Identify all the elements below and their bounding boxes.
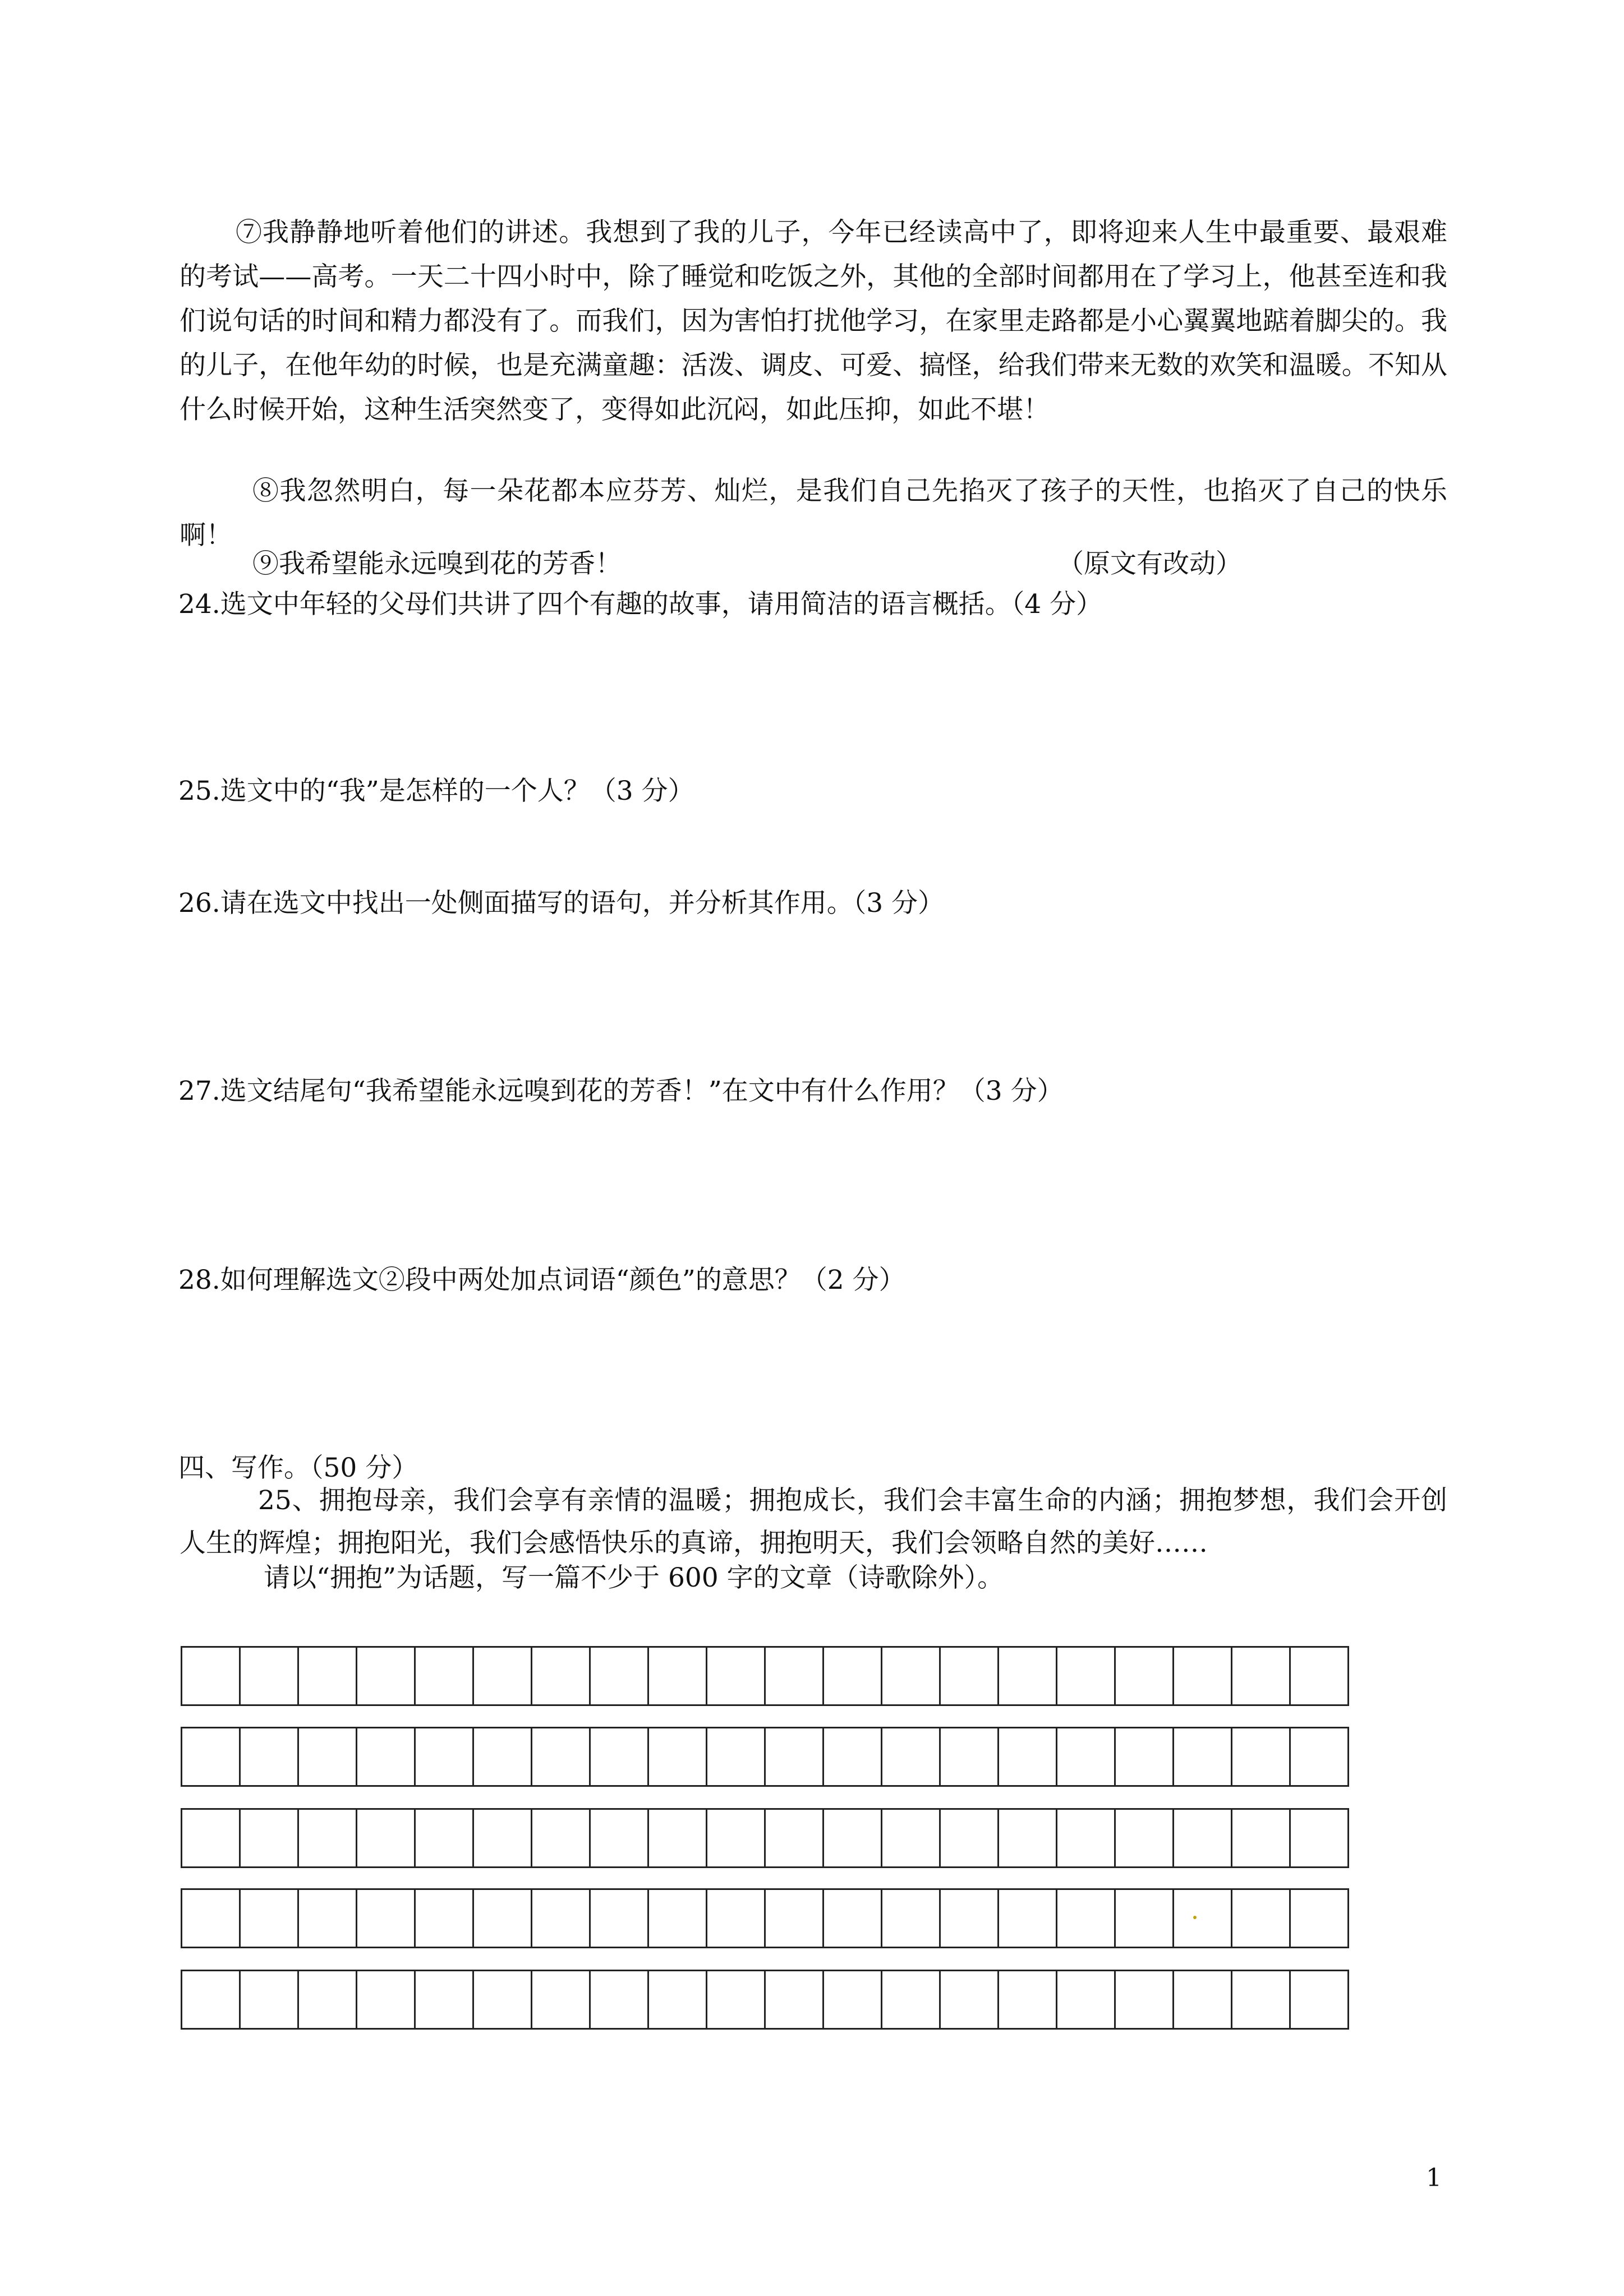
grid-cell[interactable] xyxy=(999,1809,1057,1868)
grid-cell[interactable] xyxy=(298,1647,357,1705)
grid-cell[interactable] xyxy=(357,1889,415,1948)
grid-cell[interactable] xyxy=(707,1971,765,2029)
grid-cell[interactable] xyxy=(1174,1728,1232,1786)
grid-cell[interactable] xyxy=(532,1971,590,2029)
grid-cell[interactable] xyxy=(532,1728,590,1786)
grid-cell[interactable] xyxy=(182,1728,240,1786)
grid-cell[interactable] xyxy=(240,1728,298,1786)
grid-cell[interactable] xyxy=(1115,1971,1174,2029)
paragraph-7-text: ⑦我静静地听着他们的讲述。我想到了我的儿子，今年已经读高中了，即将迎来人生中最重要、最艰难的考试——高考。一天二十四小时中，除了睡觉和吃饭之外，其他的全部时间都用在了学习上，他甚至连和我们说句话的时间和精力都没有了。而我们，因为害怕打扰他学习，在家里走路都是小心翼翼地踮着脚尖的。我的儿子，在他年幼的时候，也是充满童趣：活泼、调皮、可爱、搞怪，给我们带来无数的欢笑和温暖。不知从什么时候开始，这种生活突然变了，变得如此沉闷，如此压抑，如此不堪！ xyxy=(180,217,1447,425)
grid-cell[interactable] xyxy=(590,1889,648,1948)
grid-cell[interactable] xyxy=(1232,1809,1290,1868)
grid-cell[interactable] xyxy=(473,1809,532,1868)
grid-cell[interactable] xyxy=(1174,1809,1232,1868)
grid-cell[interactable] xyxy=(1115,1728,1174,1786)
grid-cell[interactable] xyxy=(590,1971,648,2029)
grid-cell[interactable] xyxy=(182,1889,240,1948)
grid-cell[interactable] xyxy=(1232,1971,1290,2029)
grid-cell[interactable] xyxy=(823,1647,882,1705)
grid-cell[interactable] xyxy=(182,1647,240,1705)
grid-cell[interactable] xyxy=(940,1728,999,1786)
grid-cell[interactable] xyxy=(590,1647,648,1705)
grid-cell[interactable] xyxy=(765,1809,823,1868)
grid-cell[interactable] xyxy=(298,1889,357,1948)
writing-grid-row-2[interactable] xyxy=(181,1727,1349,1787)
grid-cell[interactable] xyxy=(1174,1889,1232,1948)
grid-cell[interactable] xyxy=(1057,1728,1115,1786)
paragraph-8-text: ⑧我忽然明白，每一朵花都本应芬芳、灿烂，是我们自己先掐灭了孩子的天性，也掐灭了自己的快乐啊！ xyxy=(180,476,1447,551)
grid-cell[interactable] xyxy=(765,1728,823,1786)
grid-cell[interactable] xyxy=(1057,1971,1115,2029)
writing-grid-row-4[interactable] xyxy=(181,1888,1349,1948)
grid-cell[interactable] xyxy=(999,1889,1057,1948)
writing-prompt-text: 25、拥抱母亲，我们会享有亲情的温暖；拥抱成长，我们会丰富生命的内涵；拥抱梦想，我们会开创人生的辉煌；拥抱阳光，我们会感悟快乐的真谛，拥抱明天，我们会领略自然的美好…… xyxy=(180,1485,1447,1559)
grid-cell[interactable] xyxy=(1174,1647,1232,1705)
grid-cell[interactable] xyxy=(415,1647,473,1705)
grid-cell[interactable] xyxy=(940,1971,999,2029)
grid-cell[interactable] xyxy=(707,1647,765,1705)
grid-cell[interactable] xyxy=(1290,1809,1349,1868)
grid-cell[interactable] xyxy=(298,1728,357,1786)
grid-cell[interactable] xyxy=(1115,1889,1174,1948)
grid-cell[interactable] xyxy=(532,1809,590,1868)
writing-heading: 四、写作。（50 分） xyxy=(178,1453,418,1483)
grid-cell[interactable] xyxy=(823,1728,882,1786)
grid-cell[interactable] xyxy=(648,1809,707,1868)
grid-cell[interactable] xyxy=(707,1728,765,1786)
grid-cell[interactable] xyxy=(1057,1889,1115,1948)
grid-cell[interactable] xyxy=(648,1889,707,1948)
grid-cell[interactable] xyxy=(648,1971,707,2029)
writing-grid-row-3[interactable] xyxy=(181,1808,1349,1868)
question-27: 27.选文结尾句“我希望能永远嗅到花的芳香！”在文中有什么作用？（3 分） xyxy=(178,1076,1064,1106)
grid-cell[interactable] xyxy=(1057,1809,1115,1868)
grid-cell[interactable] xyxy=(882,1971,940,2029)
grid-cell[interactable] xyxy=(940,1647,999,1705)
grid-cell[interactable] xyxy=(765,1971,823,2029)
grid-cell[interactable] xyxy=(1232,1889,1290,1948)
question-28: 28.如何理解选文②段中两处加点词语“颜色”的意思？（2 分） xyxy=(178,1265,905,1295)
grid-cell[interactable] xyxy=(940,1809,999,1868)
writing-instruction: 请以“拥抱”为话题，写一篇不少于 600 字的文章（诗歌除外）。 xyxy=(264,1562,1004,1593)
grid-cell[interactable] xyxy=(1232,1728,1290,1786)
grid-cell[interactable] xyxy=(1115,1647,1174,1705)
grid-cell[interactable] xyxy=(765,1889,823,1948)
grid-cell[interactable] xyxy=(882,1728,940,1786)
question-24: 24.选文中年轻的父母们共讲了四个有趣的故事，请用简洁的语言概括。（4 分） xyxy=(178,589,1103,620)
grid-cell[interactable] xyxy=(532,1889,590,1948)
grid-cell[interactable] xyxy=(590,1728,648,1786)
grid-cell[interactable] xyxy=(882,1889,940,1948)
passage-paragraph-8 xyxy=(180,469,1447,557)
grid-cell[interactable] xyxy=(415,1809,473,1868)
grid-cell[interactable] xyxy=(473,1728,532,1786)
source-note: （原文有改动） xyxy=(1057,548,1242,579)
grid-cell[interactable] xyxy=(590,1809,648,1868)
grid-cell[interactable] xyxy=(1232,1647,1290,1705)
grid-cell[interactable] xyxy=(1290,1971,1349,2029)
grid-cell[interactable] xyxy=(182,1809,240,1868)
grid-cell[interactable] xyxy=(823,1809,882,1868)
grid-cell[interactable] xyxy=(357,1647,415,1705)
grid-cell[interactable] xyxy=(999,1728,1057,1786)
grid-cell[interactable] xyxy=(415,1971,473,2029)
grid-cell[interactable] xyxy=(707,1809,765,1868)
grid-cell[interactable] xyxy=(182,1971,240,2029)
writing-prompt xyxy=(180,1479,1447,1565)
grid-cell[interactable] xyxy=(999,1647,1057,1705)
grid-cell[interactable] xyxy=(298,1971,357,2029)
grid-cell[interactable] xyxy=(240,1809,298,1868)
grid-cell[interactable] xyxy=(823,1971,882,2029)
grid-cell[interactable] xyxy=(473,1647,532,1705)
grid-cell[interactable] xyxy=(240,1647,298,1705)
grid-cell[interactable] xyxy=(707,1889,765,1948)
grid-cell[interactable] xyxy=(1290,1647,1349,1705)
grid-cell[interactable] xyxy=(765,1647,823,1705)
grid-cell[interactable] xyxy=(1174,1971,1232,2029)
stray-dot-mark xyxy=(1193,1916,1197,1919)
question-26: 26.请在选文中找出一处侧面描写的语句，并分析其作用。（3 分） xyxy=(178,888,945,919)
grid-cell[interactable] xyxy=(940,1889,999,1948)
grid-cell[interactable] xyxy=(1290,1889,1349,1948)
grid-cell[interactable] xyxy=(648,1647,707,1705)
grid-cell[interactable] xyxy=(1115,1809,1174,1868)
writing-grid-row-1[interactable] xyxy=(181,1646,1349,1706)
grid-cell[interactable] xyxy=(473,1971,532,2029)
grid-cell[interactable] xyxy=(532,1647,590,1705)
writing-grid-row-5[interactable] xyxy=(181,1970,1349,2030)
grid-cell[interactable] xyxy=(357,1728,415,1786)
grid-cell[interactable] xyxy=(415,1889,473,1948)
grid-cell[interactable] xyxy=(240,1971,298,2029)
grid-cell[interactable] xyxy=(882,1809,940,1868)
grid-cell[interactable] xyxy=(240,1889,298,1948)
grid-cell[interactable] xyxy=(1057,1647,1115,1705)
grid-cell[interactable] xyxy=(648,1728,707,1786)
grid-cell[interactable] xyxy=(415,1728,473,1786)
passage-paragraph-7 xyxy=(180,210,1447,432)
page-number: 1 xyxy=(1426,2164,1442,2192)
grid-cell[interactable] xyxy=(1290,1728,1349,1786)
grid-cell[interactable] xyxy=(298,1809,357,1868)
grid-cell[interactable] xyxy=(357,1971,415,2029)
question-25: 25.选文中的“我”是怎样的一个人？（3 分） xyxy=(178,776,694,806)
grid-cell[interactable] xyxy=(473,1889,532,1948)
grid-cell[interactable] xyxy=(882,1647,940,1705)
paragraph-9-text: ⑨我希望能永远嗅到花的芳香！ xyxy=(252,548,622,579)
grid-cell[interactable] xyxy=(823,1889,882,1948)
grid-cell[interactable] xyxy=(357,1809,415,1868)
grid-cell[interactable] xyxy=(999,1971,1057,2029)
